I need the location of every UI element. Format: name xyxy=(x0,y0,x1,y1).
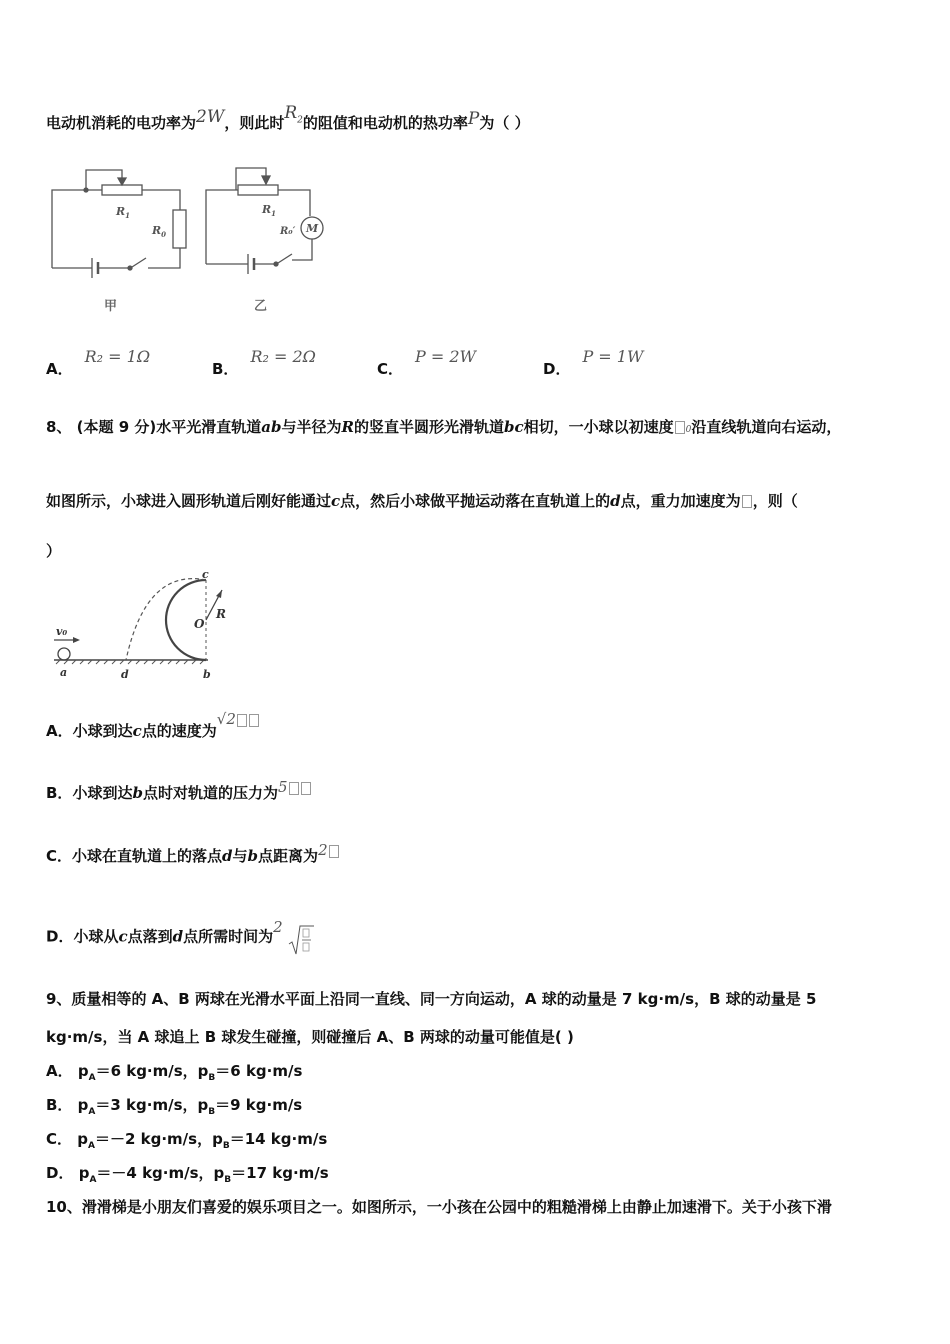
q8-option-d[interactable] xyxy=(46,917,314,954)
q8-text-6: 如图所示，小球进入圆形轨道后刚好能通过 xyxy=(46,492,332,510)
q8-option-a-text-1: 小球到达 xyxy=(72,722,133,740)
q9-option-c-pb-val: ＝14 kg·m/s xyxy=(229,1130,328,1148)
q8-option-d-text-2: 点落到 xyxy=(127,927,173,946)
label-a: a xyxy=(60,666,68,679)
q8-option-b-text-1: 小球到达 xyxy=(72,784,133,802)
q8-c: c xyxy=(331,492,341,510)
label-v0: v₀ xyxy=(56,625,68,638)
q8-option-c-text-3: 点距离为 xyxy=(258,847,319,865)
q8-option-a-label: A． xyxy=(46,722,73,740)
label-R: R xyxy=(216,607,226,621)
missing-glyph-icon xyxy=(301,782,311,795)
q7-stem-text-3: 的阻值和电动机的热功率 xyxy=(302,114,468,132)
q9-line-1: 9、质量相等的 A、B 两球在光滑水平面上沿同一直线、同一方向运动，A 球的动量是 7 kg·m/s，B 球的动量是 5 xyxy=(46,990,817,1008)
q9-option-b-pa-val: ＝3 kg·m/s， xyxy=(95,1096,198,1114)
q9-option-d-pa: p xyxy=(78,1164,90,1182)
v0-arrow-icon xyxy=(73,637,80,643)
q8-text-5: 沿直线轨道向右运动， xyxy=(691,418,842,436)
q8-option-d-d: d xyxy=(172,927,184,946)
label-O: O xyxy=(194,617,205,631)
q7-stem-text-2: ，则此时 xyxy=(224,114,285,132)
q8-bc: bc xyxy=(504,418,524,436)
q9-option-b-pa-sub: A xyxy=(88,1107,96,1117)
q9-option-a[interactable] xyxy=(46,1060,302,1083)
q8-option-a[interactable] xyxy=(46,710,260,741)
q9-option-a-label: A． xyxy=(46,1062,73,1080)
q9-line-2: kg·m/s，当 A 球追上 B 球发生碰撞，则碰撞后 A、B 两球的动量可能值是( ) xyxy=(46,1028,574,1046)
q9-option-a-pb: p xyxy=(197,1062,209,1080)
q7-stem-text-4: 为（ ） xyxy=(479,114,530,132)
q7-stem-power: 2W xyxy=(196,107,225,127)
q8-option-c[interactable] xyxy=(46,841,340,866)
q8-option-a-c: c xyxy=(132,722,142,740)
circuit-left xyxy=(52,170,186,278)
q9-option-a-pb-sub: B xyxy=(208,1073,216,1083)
q9-option-c-label: C． xyxy=(46,1130,73,1148)
q8-option-d-c: c xyxy=(118,927,128,946)
q10-line-1: 10、滑滑梯是小朋友们喜爱的娱乐项目之一。如图所示，一小孩在公园中的粗糙滑梯上由静止加速滑下。关于小孩下滑 xyxy=(46,1198,832,1216)
q8-text-2: 与半径为 xyxy=(281,418,342,436)
q8-text-7: 点，然后小球做平抛运动落在直轨道上的 xyxy=(340,492,611,510)
q7-stem-text-1: 电动机消耗的电功率为 xyxy=(46,114,197,132)
q8-text-9: ，则（ xyxy=(752,492,798,510)
label-r1-left: $R_1$ xyxy=(116,205,131,220)
q9-option-b-label: B． xyxy=(46,1096,73,1114)
q9-option-d-pa-val: ＝－4 kg·m/s， xyxy=(96,1164,214,1182)
q8-option-b-b: b xyxy=(132,784,143,802)
q7-option-c-value: P = 2W xyxy=(415,347,476,366)
q9-option-b-pb: p xyxy=(197,1096,209,1114)
q7-option-b-value: R₂ = 2Ω xyxy=(250,347,316,366)
missing-glyph-icon xyxy=(289,782,299,795)
q8-option-c-text-1: 小球在直轨道上的落点 xyxy=(72,847,223,865)
q8-text-3: 的竖直半圆形光滑轨道 xyxy=(353,418,504,436)
q8-text-4: 相切，一小球以初速度 xyxy=(523,418,674,436)
q7-option-d-label: D． xyxy=(543,360,571,378)
missing-glyph-icon xyxy=(249,714,259,727)
q9-option-b[interactable] xyxy=(46,1094,302,1117)
ball-icon xyxy=(58,648,70,660)
circuit-diagrams xyxy=(40,160,340,320)
q9-option-d[interactable] xyxy=(46,1162,329,1185)
q8-option-d-label: D． xyxy=(46,927,74,946)
q8-option-b[interactable] xyxy=(46,778,312,803)
q9-option-d-pb-val: ＝17 kg·m/s xyxy=(231,1164,329,1182)
q8-option-c-b: b xyxy=(247,847,259,865)
q9-option-d-pb-sub: B xyxy=(224,1175,232,1185)
q8-score: (本题 9 分) xyxy=(76,418,157,436)
q8-R: R xyxy=(341,418,354,436)
q8-line-3 xyxy=(46,540,61,561)
caption-right: 乙 xyxy=(254,299,268,314)
missing-glyph-icon xyxy=(742,495,752,508)
q7-stem-r2-sub: 2 xyxy=(297,115,303,126)
q9-option-b-pb-sub: B xyxy=(208,1107,216,1117)
q8-option-d-text-3: 点所需时间为 xyxy=(183,927,274,946)
q8-option-d-text-1: 小球从 xyxy=(73,927,119,946)
q7-option-c-label: C． xyxy=(377,360,404,378)
q8-text-10: ） xyxy=(46,542,62,560)
q9-option-c-pb-sub: B xyxy=(222,1141,230,1151)
q9-option-c-pb: p xyxy=(212,1130,223,1148)
label-b: b xyxy=(203,668,211,681)
label-r0-left: $R_0$ xyxy=(152,224,167,239)
q8-v0-sub: 0 xyxy=(685,425,692,435)
q8-option-b-value: 5 xyxy=(277,778,288,796)
q7-option-a[interactable] xyxy=(46,346,151,378)
q8-option-a-value: √2 xyxy=(216,710,236,728)
missing-glyph-icon xyxy=(237,714,247,727)
label-motor: M xyxy=(306,222,319,235)
caption-left: 甲 xyxy=(104,299,118,314)
q7-stem-p: P xyxy=(467,109,480,129)
radius-arrow-icon xyxy=(216,590,222,598)
q8-option-b-text-2: 点时对轨道的压力为 xyxy=(142,784,278,802)
q7-option-b[interactable] xyxy=(212,346,316,378)
q8-option-b-label: B． xyxy=(46,784,73,802)
q8-number: 8、 xyxy=(46,418,72,436)
q9-option-a-pa-val: ＝6 kg·m/s， xyxy=(95,1062,198,1080)
label-d: d xyxy=(121,668,129,681)
q8-option-a-text-2: 点的速度为 xyxy=(141,722,217,740)
q9-option-b-pb-val: ＝9 kg·m/s xyxy=(215,1096,303,1114)
missing-glyph-icon xyxy=(329,845,339,858)
q8-option-c-value: 2 xyxy=(318,841,328,859)
q8-d: d xyxy=(610,492,621,510)
q9-option-a-pa-sub: A xyxy=(88,1073,96,1083)
q9-option-d-label: D． xyxy=(46,1164,74,1182)
q9-option-d-pb: p xyxy=(213,1164,225,1182)
q8-line-1 xyxy=(46,416,841,437)
label-r1-right: $R_1$ xyxy=(262,203,277,218)
q8-option-c-d: d xyxy=(222,847,233,865)
circuit-right xyxy=(206,168,323,274)
q8-text-8: 点，重力加速度为 xyxy=(620,492,741,510)
q9-option-b-pa: p xyxy=(77,1096,89,1114)
missing-glyph-icon xyxy=(675,421,685,434)
q9-option-c-pa-val: ＝－2 kg·m/s， xyxy=(94,1130,213,1148)
q8-option-d-value: 2 xyxy=(273,917,283,936)
q8-line-2 xyxy=(46,490,798,511)
sqrt-fraction-icon xyxy=(288,924,314,958)
q9-option-a-pa: p xyxy=(77,1062,89,1080)
q9-option-d-pa-sub: A xyxy=(89,1175,97,1185)
q8-ab: ab xyxy=(261,418,282,436)
q8-option-c-text-2: 与 xyxy=(232,847,248,865)
q7-option-c[interactable] xyxy=(377,346,476,378)
q7-stem-r2: R xyxy=(284,103,298,123)
q7-stem xyxy=(46,103,530,135)
label-r0-right: R₀′ xyxy=(280,226,296,237)
q7-option-d[interactable] xyxy=(543,346,644,378)
q7-option-b-label: B． xyxy=(212,360,239,378)
label-c: c xyxy=(202,568,209,581)
q8-text-1: 水平光滑直轨道 xyxy=(156,418,262,436)
q7-option-a-value: R₂ = 1Ω xyxy=(84,347,151,366)
q7-option-a-label: A． xyxy=(46,360,73,378)
q9-option-c-pa: p xyxy=(77,1130,88,1148)
q9-option-c[interactable] xyxy=(46,1128,327,1151)
q7-option-d-value: P = 1W xyxy=(582,347,644,366)
q9-option-c-pa-sub: A xyxy=(88,1141,95,1151)
q8-option-c-label: C． xyxy=(46,847,73,865)
q9-option-a-pb-val: ＝6 kg·m/s xyxy=(215,1062,303,1080)
q8-track-figure xyxy=(46,568,266,686)
